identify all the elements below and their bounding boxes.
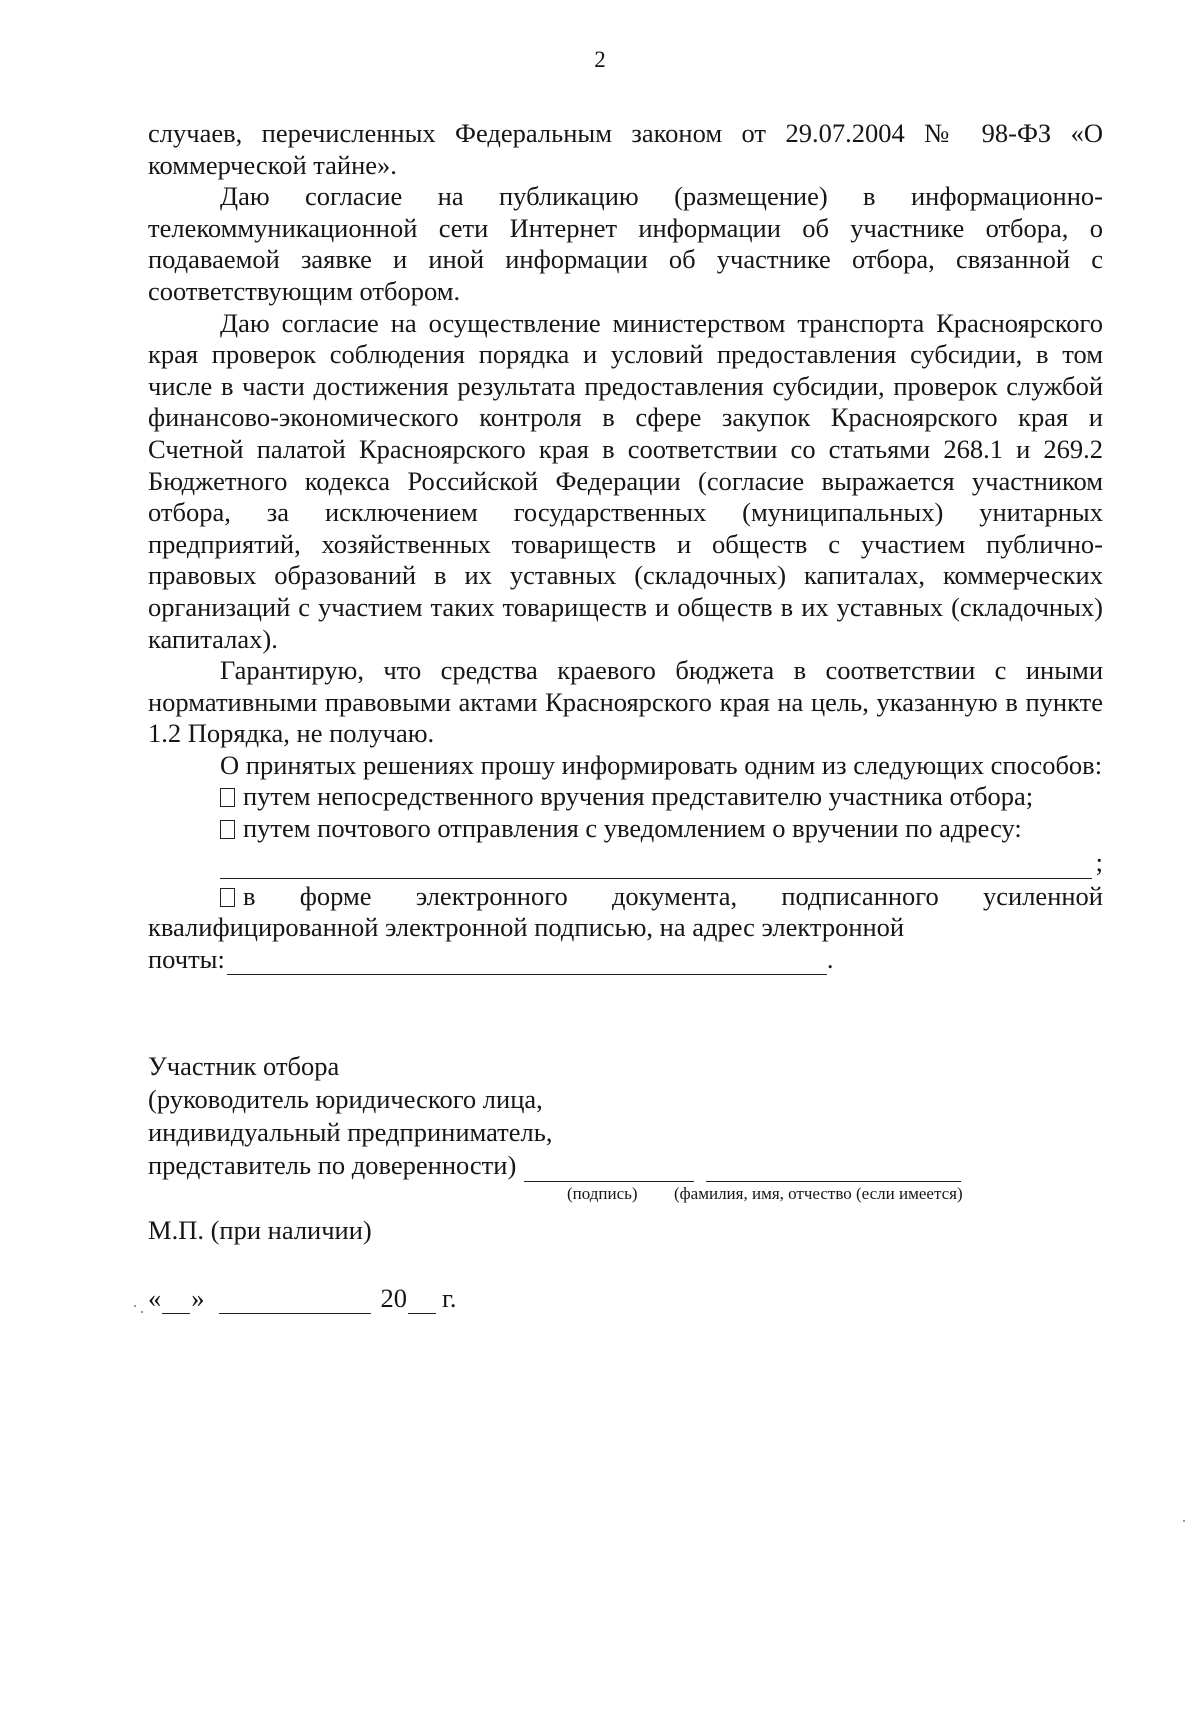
date-open-quote: « [148,1283,162,1313]
seal-placeholder: М.П. (при наличии) [148,1215,372,1245]
address-field [148,847,1103,879]
option-electronic-delivery-label: в форме электронного документа, подписанного усиленной квалифицированной электронной подписью, на адрес электронной [148,880,1103,943]
date-field [148,1282,457,1314]
address-terminator: ; [1095,847,1103,878]
full-name-blank-line[interactable] [706,1157,961,1182]
paragraph-notification-methods: О принятых решениях прошу информировать одним из следующих способов: [220,749,1103,780]
date-year-blank[interactable] [408,1291,436,1314]
document-body [148,118,1103,975]
option-postal-delivery-label: путем почтового отправления с уведомлением о вручении по адресу: [243,813,1022,844]
checkbox-personal-delivery[interactable] [220,788,235,807]
page-number: 2 [594,47,606,72]
scan-speck [1183,1520,1185,1522]
signature-blank-line[interactable] [524,1157,694,1182]
email-label: почты: [148,943,225,974]
paragraph-trade-secret: случаев, перечисленных Федеральным законом от 29.07.2004 № 98-ФЗ «О коммерческой тайне». [148,118,1103,180]
option-postal-delivery [148,813,1103,845]
email-terminator: . [826,943,834,974]
paragraph-publication-consent: Даю согласие на публикацию (размещение) в информационно-телекоммуникационной сети Интернет информации об участнике отбора, о подаваемой заявке и иной информации об участнике отбора, связанной с соответствующим отбором. [148,181,1103,306]
date-month-blank[interactable] [219,1291,371,1314]
signature-entrepreneur: индивидуальный предприниматель, [148,1117,553,1147]
checkbox-electronic-delivery[interactable] [220,888,235,907]
option-personal-delivery [148,781,1103,813]
signature-participant: Участник отбора [148,1051,340,1081]
full-name-caption: (фамилия, имя, отчество (если имеется) [674,1184,963,1203]
scan-speck [134,1305,136,1307]
scan-speck [141,1311,143,1313]
date-year-prefix: 20 [380,1283,407,1313]
email-field [148,944,1103,976]
paragraph-budget-guarantee: Гарантирую, что средства краевого бюджета в соответствии с иными нормативными правовыми актами Красноярского края на цель, указанную в пункте 1.2 Порядка, не получаю. [148,655,1103,749]
date-year-suffix: г. [442,1283,457,1313]
date-close-quote: » [191,1283,205,1313]
signature-head-of-entity: (руководитель юридического лица, [148,1084,543,1114]
signature-caption: (подпись) [567,1184,638,1203]
signature-row [148,1149,1108,1182]
paragraph-inspection-consent: Даю согласие на осуществление министерством транспорта Красноярского края проверок соблюдения порядка и условий предоставления субсидии, в том числе в части достижения результата предоставления субсидии, проверок службой финансово-экономического контроля в сфере закупок Красноярского края и Счетной палатой Красноярского края в соответствии со статьями 268.1 и 269.2 Бюджетного кодекса Российской Федерации (согласие выражается участником отбора, за исключением государственных (муниципальных) унитарных предприятий, хозяйственных товариществ и обществ с участием публично-правовых образований в их уставных (складочных) капиталах, коммерческих организаций с участием таких товариществ и обществ в их уставных (складочных) капиталах). [148,307,1103,654]
address-blank-line[interactable] [220,856,1092,879]
option-personal-delivery-label: путем непосредственного вручения представителю участника отбора; [243,781,1034,812]
signature-representative: представитель по доверенности) [148,1150,517,1180]
date-day-blank[interactable] [162,1291,190,1314]
email-blank-line[interactable] [227,952,827,975]
checkbox-postal-delivery[interactable] [220,820,235,839]
signature-block [148,1050,1108,1182]
option-electronic-delivery [148,881,1103,944]
